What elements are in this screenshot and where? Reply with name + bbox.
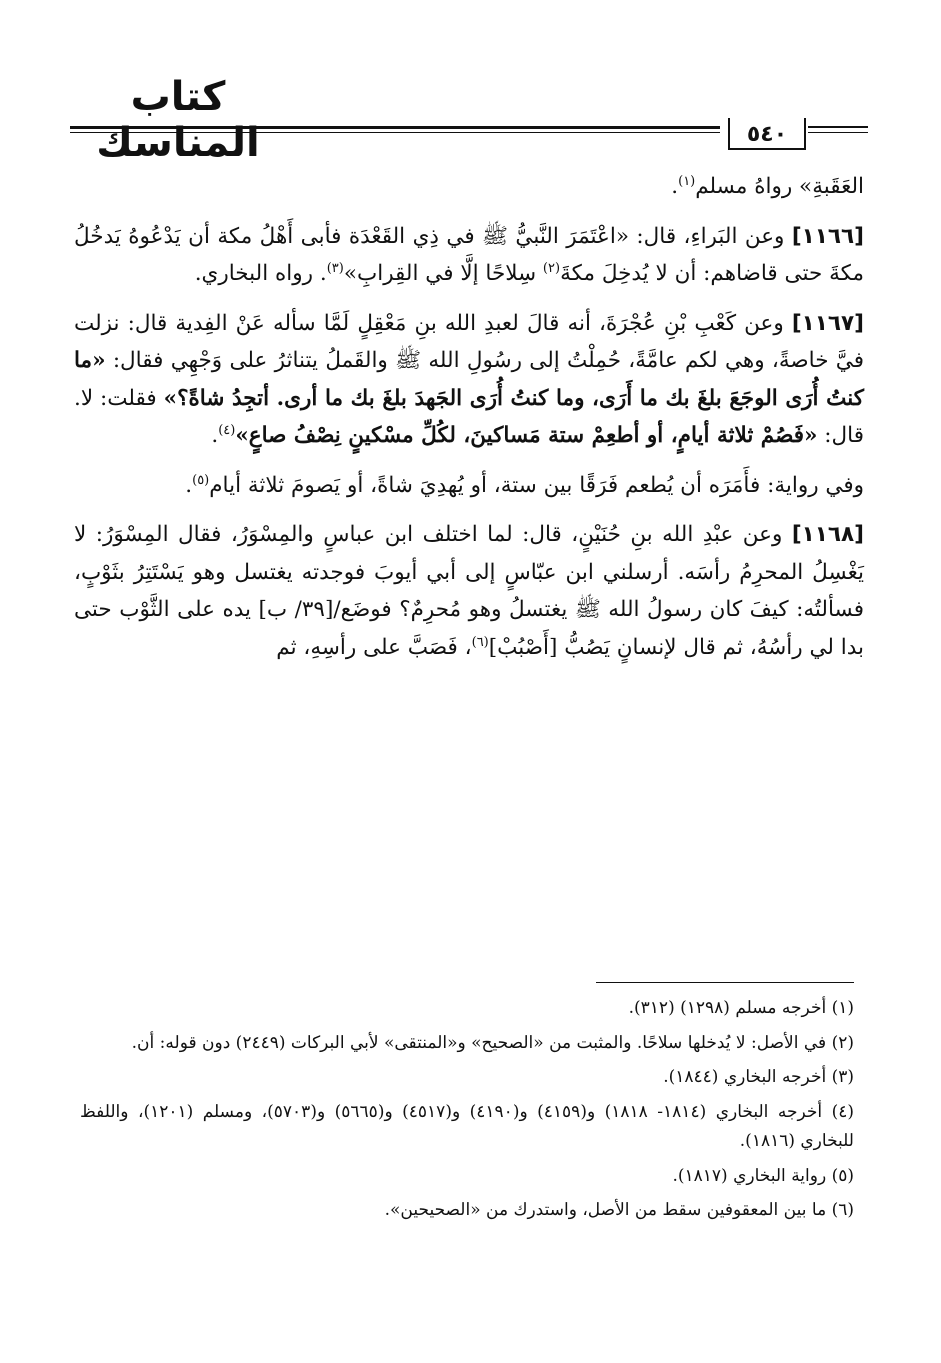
footnote-5: (٥) رواية البخاري (١٨١٧).	[672, 1165, 854, 1186]
footnote-ref: (٤)	[218, 422, 236, 438]
footnote-2: (٢) في الأصل: لا يُدخلها سلاحًا. والمثبت من «الصحيح» و«المنتقى» لأبي البركات (٢٤٤٩) دون قوله: أن.	[131, 1032, 854, 1053]
hadith-number: [١١٦٧]	[791, 310, 864, 336]
paragraph-continuation	[74, 168, 864, 206]
header-rule-right-thin	[808, 132, 868, 133]
text-span: وعن كَعْبِ بْنِ عُجْرَةَ، أنه قالَ لعبدِ الله بنِ مَعْقِلٍ لَمَّا سأله عَنْ الفِدية قال: نزلت فيَّ خاصةً، وهي لكم عامَّةً، حُمِلْتُ إلى رسُولِ الله ﷺ والقَملُ يتناثرُ على وَجْهِي فقال:	[74, 310, 864, 373]
text-span: .	[671, 174, 679, 199]
riwaya-paragraph	[74, 467, 864, 505]
text-span: .	[211, 423, 219, 448]
footnote-ref: (١)	[678, 173, 696, 189]
page-header	[0, 0, 941, 170]
hadith-number: [١١٦٦]	[791, 223, 864, 249]
text-span: العَقَبةِ» رواهُ مسلم	[695, 174, 864, 199]
footnote-ref: (٥)	[192, 472, 210, 488]
footnote-ref: (٢)	[542, 260, 561, 276]
header-rule-right	[808, 126, 868, 128]
text-span: ، فَصَبَّ على رأسِهِ، ثم	[276, 634, 472, 660]
header-rule-thin	[70, 132, 720, 133]
text-span: .	[185, 472, 193, 498]
footnote-6: (٦) ما بين المعقوفين سقط من الأصل، واستدرك من «الصحيحين».	[384, 1200, 854, 1220]
header-rule	[70, 126, 720, 129]
footnote-separator	[596, 982, 854, 983]
hadith-number: [١١٦٨]	[791, 522, 864, 547]
footnotes	[80, 994, 854, 1231]
prophetic-quote: «فَصُمْ ثلاثة أيامٍ، أو أطعِمْ ستة مَساكينَ، لكُلِّ مسْكينٍ نِصْفُ صاعٍ»	[235, 423, 818, 448]
text-span: سِلاحًا إلَّا في القِرابِ»	[343, 261, 543, 286]
prophetic-quote: «ما كنتُ أُرَى الوجَعَ بلغَ بك ما أَرَى، وما كنتُ أُرَى الجَهدَ بلغَ بك ما أرى. أتجِدُ شاةً؟»	[74, 348, 864, 411]
footnote-1: (١) أخرجه مسلم (١٢٩٨) (٣١٢).	[628, 998, 854, 1018]
book-title: كتاب المناسك	[96, 74, 260, 166]
footnote-ref: (٣)	[326, 260, 344, 276]
main-text	[74, 168, 864, 666]
text-span: وعن البَراءِ، قال: «اعْتَمَرَ النَّبيُّ ﷺ في ذِي القَعْدَة فأبى أَهْلُ مكة أن يَدْعُوهُ يَدخُلُ مكةَ حتى قاضاهم: أن لا يُدخِلَ مكةَ	[74, 223, 864, 286]
footnote-ref: (٦)	[471, 634, 489, 650]
hadith-1168	[74, 516, 864, 666]
footnote-3: (٣) أخرجه البخاري (١٨٤٤).	[663, 1067, 854, 1087]
text-span: وفي رواية: فأَمَرَه أن يُطعم فَرَقًا بين ستة، أو يُهدِيَ شاةً، أو يَصومَ ثلاثة أيام	[209, 472, 864, 498]
text-span: . رواه البخاري.	[194, 261, 327, 286]
footnote-4: (٤) أخرجه البخاري (١٨١٤- ١٨١٨) و(٤١٥٩) و(٤١٩٠) و(٤٥١٧) و(٥٦٦٥) و(٥٧٠٣)، ومسلم (١٢٠١)، واللفظ للبخاري (١٨١٦).	[80, 1101, 855, 1151]
text-span: فقلت: لا. قال:	[74, 385, 864, 448]
page-number: ٥٤٠	[728, 118, 806, 150]
hadith-1166	[74, 218, 864, 293]
text-span: وعن عبْدِ الله بنِ حُنَيْنٍ، قال: لما اختلف ابن عباسٍ والمِسْوَرُ، فقال المِسْوَرُ: لا يَغْسِلُ المحرِمُ رأسَه. أرسلني ابن عبّاسٍ إلى أبي أيوبَ فوجدته يغتسل وهو يَسْتَتِرُ بثَوْبٍ، فسألتُه: كيفَ كان رسولُ الله ﷺ يغتسلُ وهو مُحرِمٌ؟ فوضَع/[٣٩/ ب] يده على الثَّوْب حتى بدا لي رأسُهُ، ثم قال لإنسانٍ يَصُبُّ [أَصْبُبْ]	[74, 522, 864, 660]
hadith-1167	[74, 305, 864, 455]
